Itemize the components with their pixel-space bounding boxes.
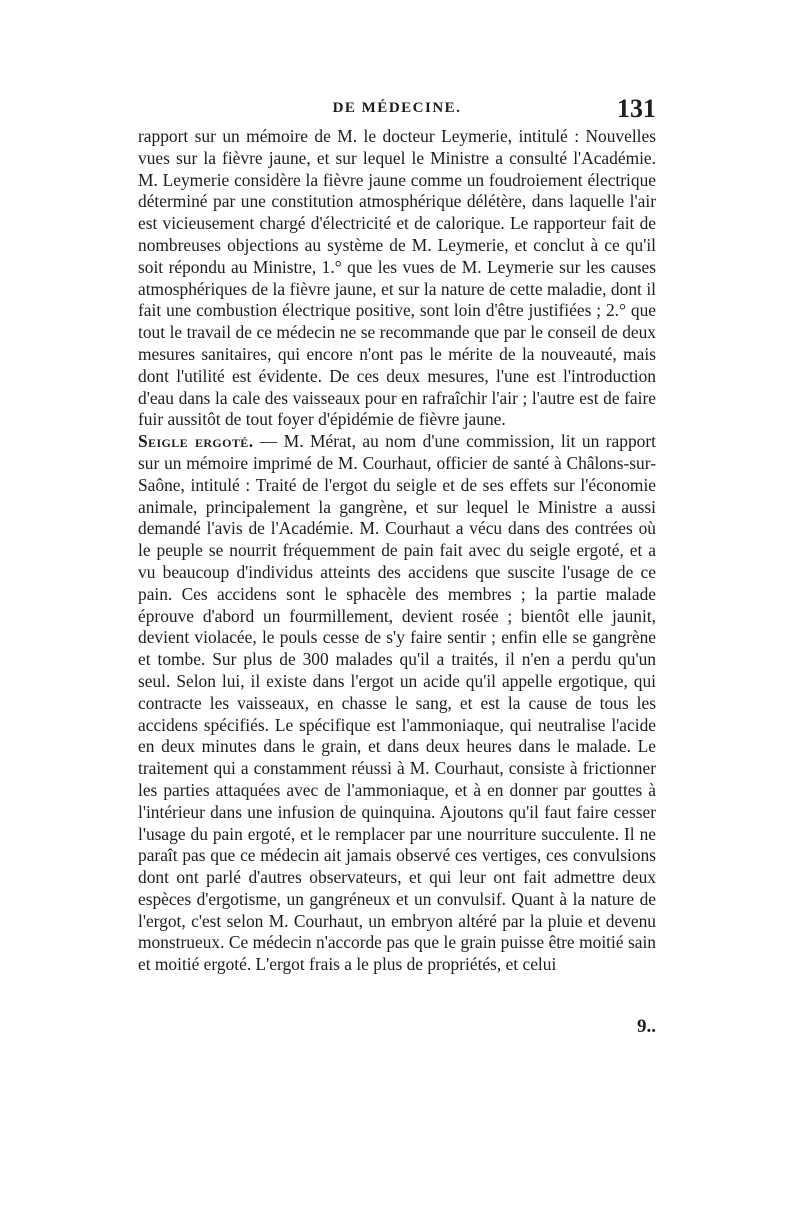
paragraph-text: — M. Mérat, au nom d'une commission, lit un rapport sur un mémoire imprimé de M. Courhaut, officier de santé à Châlons-sur-Saône, intitulé : Traité de l'ergot du seigle et de ses effets sur l'économie animale, principalement la gangrène, et sur lequel le Ministre a aussi demandé l'avis de l'Académie. M. Courhaut a vécu dans des contrées où le peuple se nourrit fréquemment de pain fait avec du seigle ergoté, et a vu beaucoup d'individus atteints des accidens que suscite l'usage de ce pain. Ces accidens sont le sphacèle des membres ; la partie malade éprouve d'abord un fourmillement, devient rosée ; bientôt elle jaunit, devient violacée, le pouls cesse de s'y faire sentir ; enfin elle se gangrène et tombe. Sur plus de 300 malades qu'il a traités, il n'en a perdu qu'un seul. Selon lui, il existe dans l'ergot un acide qu'il appelle ergotique, qui contracte les vaisseaux, en chasse le sang, et est la cause de tous les accidens spécifiés. Le spécifique est l'ammoniaque, qui neutralise l'acide en deux minutes dans le grain, et dans deux heures dans le malade. Le traitement qui a constamment réussi à M. Courhaut, consiste à frictionner les parties attaquées avec de l'ammoniaque, et à en donner par gouttes à l'intérieur dans une infusion de quinquina. Ajoutons qu'il faut faire cesser l'usage du pain ergoté, et le remplacer par une nourriture succulente. Il ne paraît pas que ce médecin ait jamais observé ces vertiges, ces convulsions dont ont parlé d'autres observateurs, et qui leur ont fait admettre deux espèces d'ergotisme, un gangréneux et un convulsif. Quant à la nature de l'ergot, c'est selon M. Courhaut, un embryon altéré par la pluie et devenu monstrueux. Ce médecin n'accorde pas que le grain puisse être moitié sain et moitié ergoté. L'ergot frais a le plus de propriétés, et celui: [138, 431, 656, 975]
section-heading: Seigle ergoté.: [138, 431, 254, 452]
running-title: DE MÉDECINE.: [332, 100, 462, 116]
paragraph-fievre-jaune: [138, 126, 656, 431]
running-header: [138, 96, 656, 126]
paragraph-text: rapport sur un mémoire de M. le docteur Leymerie, intitulé : Nouvelles vues sur la fièvre jaune, et sur lequel le Ministre a consulté l'Académie. M. Leymerie considère la fièvre jaune comme un foudroiement électrique déterminé par une constitution atmosphérique délétère, dans laquelle l'air est vicieusement chargé d'électricité et de calorique. Le rapporteur fait de nombreuses objections au système de M. Leymerie, et conclut à ce qu'il soit répondu au Ministre, 1.° que les vues de M. Leymerie sur les causes atmosphériques de la fièvre jaune, et sur la nature de cette maladie, dont il fait une combustion électrique positive, sont loin d'être justifiées ; 2.° que tout le travail de ce médecin ne se recommande que par le conseil de deux mesures sanitaires, qui encore n'ont pas le mérite de la nouveauté, mais dont l'utilité est évidente. De ces deux mesures, l'une est l'introduction d'eau dans la cale des vaisseaux pour en rafraîchir l'air ; l'autre est de faire fuir aussitôt de tout foyer d'épidémie de fièvre jaune.: [138, 126, 656, 430]
body-text: [138, 126, 656, 976]
page-number: 131: [617, 94, 656, 123]
signature-mark: 9..: [637, 1016, 656, 1037]
paragraph-seigle-ergote: [138, 431, 656, 976]
